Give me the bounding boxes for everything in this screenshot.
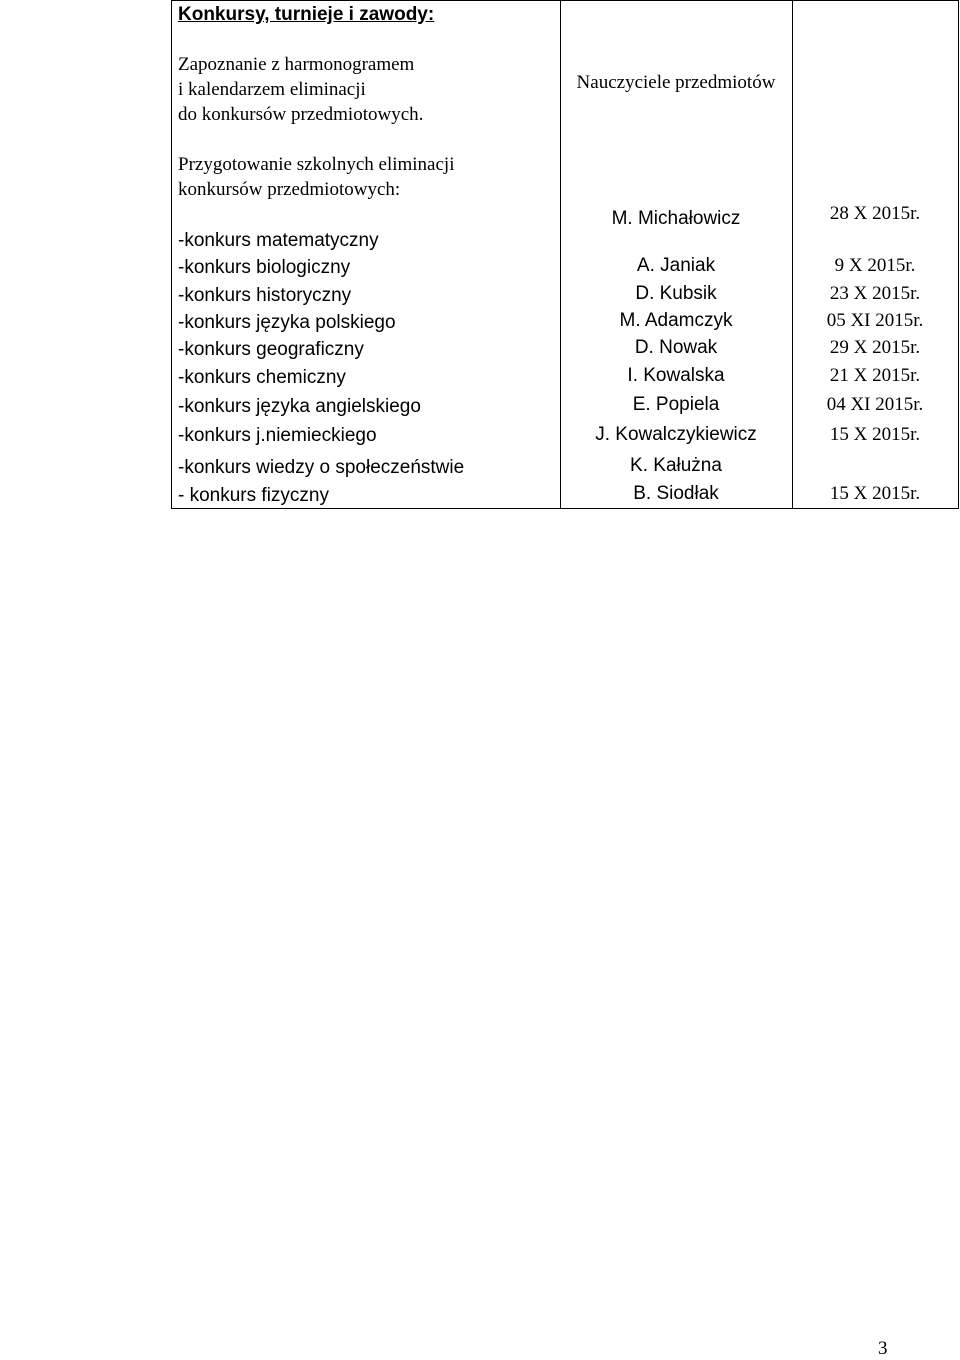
contest-name: -konkurs j.niemieckiego (178, 425, 377, 446)
contest-name: -konkurs języka polskiego (178, 312, 396, 333)
prep-line-2: konkursów przedmiotowych: (178, 179, 401, 200)
contest-name: -konkurs języka angielskiego (178, 396, 421, 417)
contest-teacher: E. Popiela (632, 394, 720, 415)
contest-name: -konkurs matematyczny (178, 230, 379, 251)
contest-name: -konkurs biologiczny (178, 257, 351, 278)
contest-teacher: D. Kubsik (635, 283, 717, 304)
contest-date: 21 X 2015r. (829, 365, 921, 386)
intro-line-3: do konkursów przedmiotowych. (178, 104, 424, 125)
intro-line-1: Zapoznanie z harmonogramem (178, 54, 415, 75)
intro-line-2: i kalendarzem eliminacji (178, 79, 366, 100)
contest-date: 23 X 2015r. (829, 283, 921, 304)
contest-date: 28 X 2015r. (829, 203, 921, 224)
contest-date: 15 X 2015r. (829, 483, 921, 504)
prep-line-1: Przygotowanie szkolnych eliminacji (178, 154, 455, 175)
contest-teacher: B. Siodłak (633, 483, 719, 504)
page-number: 3 (878, 1338, 888, 1359)
contest-date: 9 X 2015r. (834, 255, 916, 276)
contest-teacher: K. Kałużna (630, 455, 722, 476)
contest-teacher: M. Adamczyk (619, 310, 733, 331)
contest-name: -konkurs chemiczny (178, 367, 346, 388)
contest-name: -konkurs historyczny (178, 285, 352, 306)
contest-date: 15 X 2015r. (829, 424, 921, 445)
table-border-right (958, 0, 959, 509)
contest-name: -konkurs geograficzny (178, 339, 364, 360)
section-title: Konkursy, turnieje i zawody: (178, 4, 435, 25)
contest-teacher: J. Kowalczykiewicz (595, 424, 757, 445)
contest-teacher: A. Janiak (636, 255, 716, 276)
teachers-label: Nauczyciele przedmiotów (576, 72, 776, 93)
contest-date: 04 XI 2015r. (826, 394, 924, 415)
contest-name: - konkurs fizyczny (178, 485, 329, 506)
contest-teacher: M. Michałowicz (611, 208, 741, 229)
contest-name: -konkurs wiedzy o społeczeństwie (178, 457, 465, 478)
table-border-left (171, 0, 172, 509)
contest-date: 05 XI 2015r. (826, 310, 924, 331)
contest-teacher: I. Kowalska (627, 365, 725, 386)
contest-date: 29 X 2015r. (829, 337, 921, 358)
contest-teacher: D. Nowak (634, 337, 718, 358)
